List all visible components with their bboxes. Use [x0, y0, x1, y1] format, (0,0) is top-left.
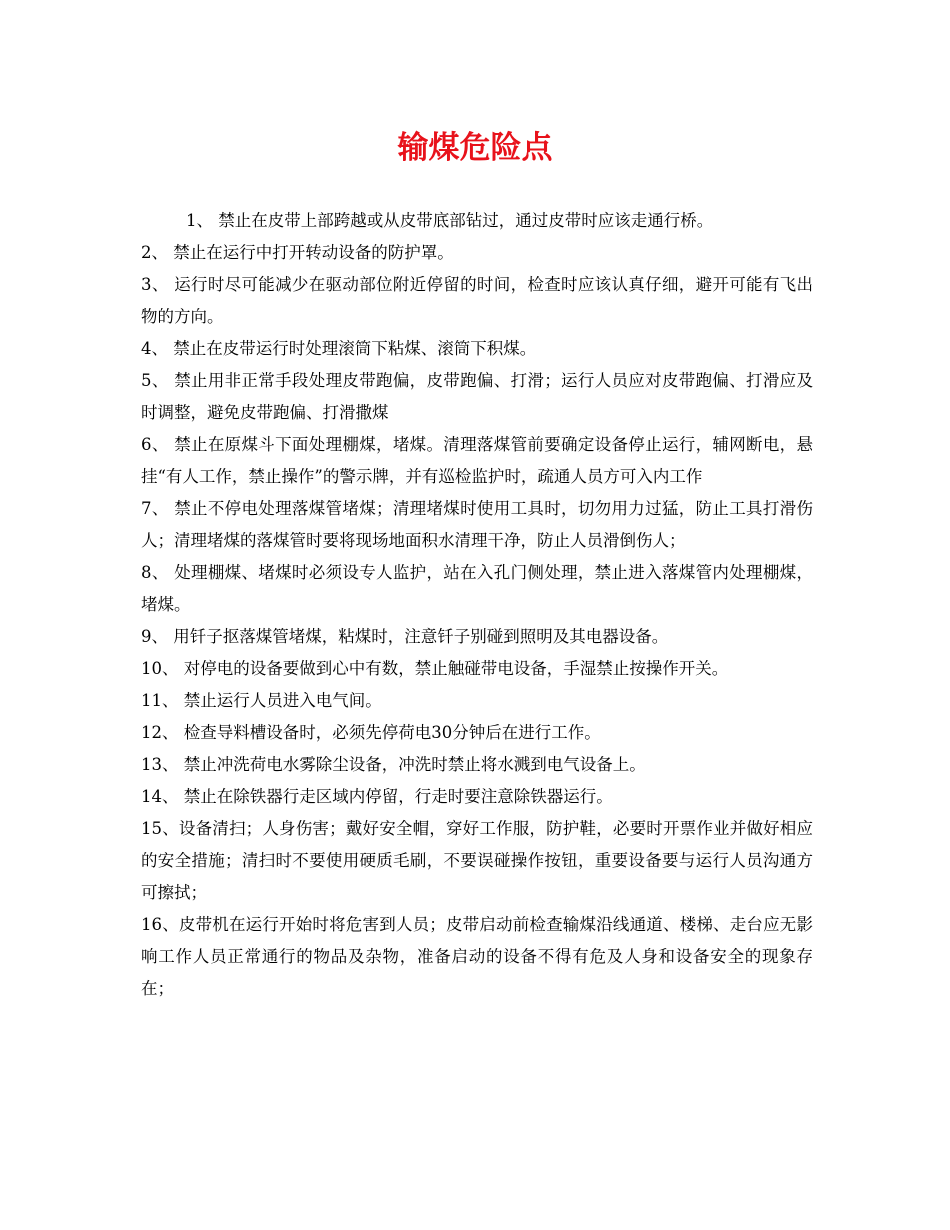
hazard-item-3: 3、 运行时尽可能减少在驱动部位附近停留的时间，检查时应该认真仔细，避开可能有飞出物的方向。: [141, 275, 813, 326]
hazard-item-8: 8、 处理棚煤、堵煤时必须设专人监护，站在入孔门侧处理，禁止进入落煤管内处理棚煤，堵煤。: [141, 563, 813, 614]
document-title: 输煤危险点: [397, 130, 553, 166]
hazard-item-15: 15、设备清扫；人身伤害；戴好安全帽，穿好工作服，防护鞋，必要时开票作业并做好相应的安全措施；清扫时不要使用硬质毛刷，不要误碰操作按钮，重要设备要与运行人员沟通方可擦拭；: [141, 819, 813, 902]
hazard-item-13: 13、 禁止冲洗荷电水雾除尘设备，冲洗时禁止将水溅到电气设备上。: [141, 755, 646, 774]
hazard-item-5: 5、 禁止用非正常手段处理皮带跑偏，皮带跑偏、打滑；运行人员应对皮带跑偏、打滑应及时调整，避免皮带跑偏、打滑撒煤: [141, 371, 813, 422]
hazard-item-14: 14、 禁止在除铁器行走区域内停留，行走时要注意除铁器运行。: [141, 787, 613, 806]
hazard-item-1: 1、 禁止在皮带上部跨越或从皮带底部钻过，通过皮带时应该走通行桥。: [186, 211, 714, 230]
hazard-list: [141, 205, 813, 1005]
hazard-item-2: 2、 禁止在运行中打开转动设备的防护罩。: [141, 243, 454, 262]
hazard-item-10: 10、 对停电的设备要做到心中有数，禁止触碰带电设备，手湿禁止按操作开关。: [141, 659, 729, 678]
hazard-item-6: 6、 禁止在原煤斗下面处理棚煤，堵煤。清理落煤管前要确定设备停止运行，辅网断电，悬挂“有人工作，禁止操作”的警示牌，并有巡检监护时，疏通人员方可入内工作: [141, 435, 813, 486]
hazard-item-7: 7、 禁止不停电处理落煤管堵煤；清理堵煤时使用工具时，切勿用力过猛，防止工具打滑伤人；清理堵煤的落煤管时要将现场地面积水清理干净，防止人员滑倒伤人；: [141, 499, 813, 550]
hazard-item-16: 16、皮带机在运行开始时将危害到人员；皮带启动前检查输煤沿线通道、楼梯、走台应无影响工作人员正常通行的物品及杂物，准备启动的设备不得有危及人身和设备安全的现象存在；: [141, 915, 813, 998]
hazard-item-9: 9、 用钎子抠落煤管堵煤，粘煤时，注意钎子别碰到照明及其电器设备。: [141, 627, 669, 646]
hazard-item-4: 4、 禁止在皮带运行时处理滚筒下粘煤、滚筒下积煤。: [141, 339, 537, 358]
hazard-item-12: 12、 检查导料槽设备时，必须先停荷电30分钟后在进行工作。: [141, 723, 601, 742]
hazard-item-11: 11、 禁止运行人员进入电气间。: [141, 691, 382, 710]
